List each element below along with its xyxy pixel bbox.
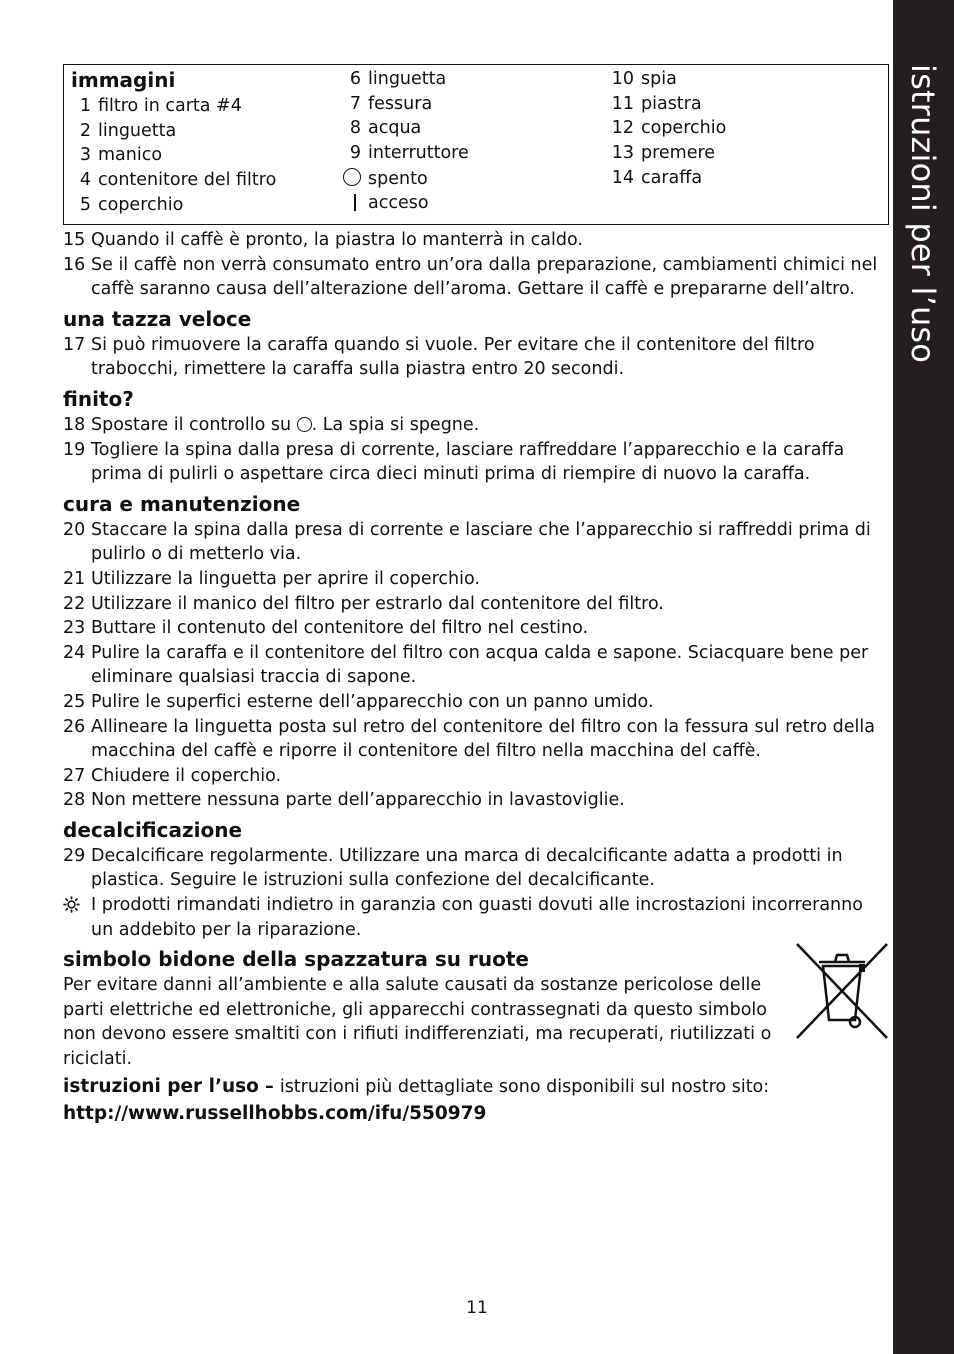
legend-item bbox=[73, 195, 183, 215]
legend-label: premere bbox=[641, 143, 716, 164]
step-26 bbox=[63, 715, 889, 764]
legend-label: spento bbox=[368, 168, 428, 189]
legend-number: 2 bbox=[79, 120, 91, 141]
step-number: 23 bbox=[63, 618, 86, 639]
step-19 bbox=[63, 438, 889, 487]
step-text: Quando il caffè è pronto, la piastra lo manterrà in caldo. bbox=[91, 230, 583, 250]
step-number: 25 bbox=[63, 691, 86, 712]
step-number: 26 bbox=[63, 716, 86, 737]
step-number: 20 bbox=[63, 519, 86, 540]
legend-number: 11 bbox=[611, 93, 634, 114]
legend-label: spia bbox=[641, 69, 677, 89]
legend-item bbox=[341, 168, 428, 189]
legend-item bbox=[73, 121, 176, 141]
legend-item bbox=[341, 69, 446, 89]
step-15 bbox=[63, 228, 889, 253]
legend-label: acqua bbox=[368, 118, 422, 139]
legend-item bbox=[610, 168, 702, 188]
ifu-label: istruzioni per l’uso bbox=[63, 1075, 259, 1097]
legend-item bbox=[73, 96, 242, 116]
page-number: 11 bbox=[466, 1298, 488, 1318]
step-number: 28 bbox=[63, 790, 86, 811]
step-text: Buttare il contenuto del contenitore del filtro nel cestino. bbox=[91, 618, 589, 639]
step-number: 18 bbox=[63, 414, 86, 435]
heading-finished: finito? bbox=[63, 386, 134, 411]
ifu-dash: – bbox=[258, 1076, 280, 1097]
step-22 bbox=[63, 592, 889, 617]
off-circle-icon bbox=[297, 417, 312, 432]
heading-care: cura e manutenzione bbox=[63, 491, 301, 516]
legend-label: filtro in carta #4 bbox=[98, 96, 242, 116]
legend-label: interruttore bbox=[368, 143, 469, 164]
ifu-paragraph bbox=[63, 1074, 889, 1100]
legend-label: acceso bbox=[368, 192, 429, 213]
main-content bbox=[63, 228, 889, 1128]
step-number: 27 bbox=[63, 765, 86, 786]
step-number: 22 bbox=[63, 593, 86, 614]
step-number: 19 bbox=[63, 439, 86, 460]
step-text: Si può rimuovere la caraffa quando si vuole. Per evitare che il contenitore del filtro trabocchi, rimettere la caraffa sulla piastra entro 20 secondi. bbox=[91, 334, 815, 380]
legend-label: linguetta bbox=[98, 120, 177, 141]
legend-label: linguetta bbox=[368, 69, 447, 89]
step-text: Staccare la spina dalla presa di corrente e lasciare che l’apparecchio si raffreddi prima di pulirlo o di metterlo via. bbox=[91, 519, 871, 565]
step-text-post: . La spia si spegne. bbox=[311, 414, 480, 435]
legend-item bbox=[73, 170, 276, 190]
step-number: 24 bbox=[63, 642, 86, 663]
warning-note bbox=[63, 893, 889, 942]
step-number: 21 bbox=[63, 568, 86, 589]
step-text: Chiudere il coperchio. bbox=[91, 765, 282, 786]
step-text: Pulire le superfici esterne dell’apparecchio con un panno umido. bbox=[91, 691, 654, 712]
legend-label: caraffa bbox=[641, 167, 703, 188]
legend-number: 3 bbox=[79, 145, 91, 166]
legend-number: 9 bbox=[349, 143, 361, 164]
heading-wheelie-bin: simbolo bidone della spazzatura su ruote bbox=[63, 947, 529, 972]
legend-number: 13 bbox=[611, 143, 634, 164]
legend-item bbox=[341, 193, 429, 213]
step-text: Se il caffè non verrà consumato entro un’ora dalla preparazione, cambiamenti chimici nel caffè saranno causa dell’alterazione dell’aroma. Gettare il caffè e prepararne dell’altro. bbox=[91, 254, 878, 300]
legend-number: 1 bbox=[79, 96, 91, 116]
crossed-wheelie-bin-icon bbox=[795, 942, 889, 1040]
step-28 bbox=[63, 788, 889, 813]
legend-item bbox=[341, 94, 432, 114]
on-bar-icon bbox=[341, 193, 361, 213]
legend-label: manico bbox=[98, 145, 163, 166]
step-text: Decalcificare regolarmente. Utilizzare una marca di decalcificante adatta a prodotti in plastica. Seguire le istruzioni sulla confezione del decalcificante. bbox=[91, 845, 843, 891]
legend-label: coperchio bbox=[98, 194, 184, 215]
legend-number: 8 bbox=[349, 118, 361, 139]
legend-number: 10 bbox=[611, 69, 634, 89]
legend-item bbox=[610, 69, 677, 89]
off-circle-icon bbox=[341, 168, 361, 189]
legend-item bbox=[341, 143, 469, 163]
ifu-url-link[interactable]: http://www.russellhobbs.com/ifu/550979 bbox=[63, 1102, 487, 1124]
step-number: 16 bbox=[63, 254, 86, 275]
step-text: Pulire la caraffa e il contenitore del filtro con acqua calda e sapone. Sciacquare bene per eliminare qualsiasi traccia di sapone. bbox=[91, 642, 869, 688]
legend-item bbox=[610, 143, 715, 163]
step-text: Non mettere nessuna parte dell’apparecchio in lavastoviglie. bbox=[91, 790, 625, 811]
step-24 bbox=[63, 641, 889, 690]
heading-quick-cup: una tazza veloce bbox=[63, 306, 252, 331]
legend-item bbox=[341, 118, 421, 138]
step-29 bbox=[63, 844, 889, 893]
legend-box bbox=[63, 64, 889, 225]
step-text: Allineare la linguetta posta sul retro del contenitore del filtro con la fessura sul retro della macchina del caffè e riporre il contenitore del filtro nella macchina del caffè. bbox=[91, 716, 875, 762]
legend-number: 6 bbox=[349, 69, 361, 89]
step-25 bbox=[63, 690, 889, 715]
step-number: 17 bbox=[63, 334, 86, 355]
step-20 bbox=[63, 518, 889, 567]
warning-text: I prodotti rimandati indietro in garanzia con guasti dovuti alle incrostazioni incorreranno un addebito per la riparazione. bbox=[91, 895, 863, 940]
legend-label: coperchio bbox=[641, 118, 727, 139]
step-text: Utilizzare il manico del filtro per estrarlo dal contenitore del filtro. bbox=[91, 593, 664, 614]
legend-number: 5 bbox=[79, 194, 91, 215]
step-16 bbox=[63, 253, 889, 302]
step-text: Utilizzare la linguetta per aprire il coperchio. bbox=[91, 568, 480, 589]
legend-number: 14 bbox=[611, 167, 634, 188]
bin-paragraph: Per evitare danni all’ambiente e alla salute causati da sostanze pericolose delle parti elettriche ed elettroniche, gli apparecchi contrassegnati da questo simbolo non devono essere smaltiti con i rifiuti indifferenziati, ma recuperati, riutilizzati o riciclati. bbox=[63, 975, 772, 1070]
legend-number: 4 bbox=[79, 170, 91, 191]
step-21 bbox=[63, 567, 889, 592]
legend-label: fessura bbox=[368, 93, 433, 114]
ifu-text: istruzioni più dettagliate sono disponibili sul nostro sito: bbox=[279, 1076, 770, 1097]
legend-label: contenitore del filtro bbox=[98, 170, 277, 191]
legend-item bbox=[610, 118, 726, 138]
step-text: Togliere la spina dalla presa di corrente, lasciare raffreddare l’apparecchio e la caraffa prima di pulirli o aspettare circa dieci minuti prima di riempire di nuovo la caraffa. bbox=[91, 439, 845, 485]
legend-item bbox=[610, 94, 702, 114]
step-number: 29 bbox=[63, 845, 86, 866]
step-text-pre: Spostare il controllo su bbox=[91, 414, 297, 435]
legend-item bbox=[73, 145, 162, 165]
sidebar-title: istruzioni per l’uso bbox=[904, 64, 942, 364]
step-17 bbox=[63, 333, 889, 382]
warning-sun-icon bbox=[63, 893, 80, 918]
step-23 bbox=[63, 616, 889, 641]
step-18 bbox=[63, 413, 889, 438]
step-27 bbox=[63, 764, 889, 789]
legend-label: piastra bbox=[641, 93, 702, 114]
legend-number: 12 bbox=[611, 118, 634, 139]
legend-number: 7 bbox=[349, 93, 361, 114]
heading-descaling: decalcificazione bbox=[63, 817, 243, 842]
legend-title: immagini bbox=[71, 68, 176, 92]
step-number: 15 bbox=[63, 230, 86, 250]
